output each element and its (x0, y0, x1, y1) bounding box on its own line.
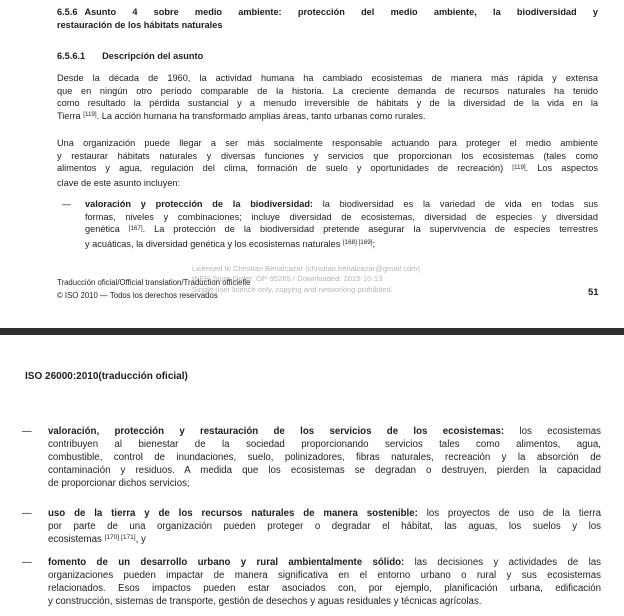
text-line: y restaurar hábitats naturales y diversas funciones y servicios que proporcionan los ecosistemas (tales como (57, 150, 598, 161)
watermark-line: Licensed to Christian Benalcazar (christian.benalcazar@gmail.com) (192, 264, 421, 273)
bullet-ecosystem-services (22, 425, 601, 490)
footnote-ref: [168] [169] (342, 239, 373, 247)
text-segment: ecosistemas (48, 534, 105, 545)
watermark-line: INEN Store Order: OP-95265 / Downloaded: 2015-10-13 (192, 274, 383, 284)
text-segment: . La protección de la biodiversidad pretende asegurar la supervivencia de especies terrestres (142, 224, 598, 235)
text-line (48, 507, 601, 520)
text-segment: ; (372, 238, 376, 249)
text-line: relacionados. Esos impactos pueden estar asociados con, por ejemplo, planificación urbana, edificación (48, 583, 601, 594)
bullet-lead-bold: fomento de un desarrollo urbano y rural ambientalmente sólido: (48, 557, 405, 568)
list-dash: — (22, 508, 32, 519)
bullet-text (48, 425, 601, 490)
text-segment: , y (135, 534, 146, 545)
text-line (48, 556, 601, 569)
footer-line: © ISO 2010 — Todos los derechos reservados (57, 291, 218, 300)
text-line: restauración de los hábitats naturales (57, 19, 223, 30)
bullet-urban-rural-development (22, 556, 601, 608)
text-line (57, 162, 598, 177)
text-line: que en ningún otro período comparable de la historia. La creciente demanda de recursos naturales ha tenido (57, 85, 598, 96)
subclause-heading (57, 50, 598, 63)
text-line (48, 425, 601, 438)
text-segment: y acuáticas, la diversidad genética y los ecosistemas naturales (85, 238, 343, 249)
text-line: organizaciones pueden impactar de manera significativa en el entorno urbano o rural y sus ecosistemas (48, 570, 601, 581)
text-segment: los ecosistemas (504, 426, 601, 437)
text-segment: los proyectos de uso de la tierra (417, 508, 601, 519)
bullet-text (48, 556, 601, 608)
text-segment: genética (85, 224, 129, 235)
text-segment: las decisiones y actividades de las (404, 557, 601, 568)
text-line: clave de este asunto incluyen: (57, 177, 181, 188)
bullet-text (85, 198, 598, 252)
text-line: Desde la década de 1960, la actividad humana ha cambiado ecosistemas de manera más rápida y extensa (57, 73, 598, 83)
footnote-ref: [167] (128, 224, 143, 232)
paragraph-1 (57, 72, 598, 124)
text-line: combustible, control de inundaciones, suelo, polinizadores, fibras naturales, recreación y la absorción de (48, 452, 601, 463)
list-dash: — (62, 199, 72, 209)
footnote-ref: [170] [171] (104, 534, 136, 542)
running-header: ISO 26000:2010(traducción oficial) (25, 371, 188, 382)
text-segment: alimentos y agua, regulación del clima, formación de suelo y oportunidades de recreación) (57, 163, 513, 174)
list-dash: — (22, 557, 32, 568)
bullet-lead-bold: valoración, protección y restauración de los servicios de los ecosistemas: (48, 426, 505, 437)
text-line: contribuyen al bienestar de la sociedad proporcionando servicios tales como alimentos, agua, (48, 439, 601, 450)
text-segment: . La acción humana ha transformado amplias áreas, tanto urbanas como rurales. (96, 110, 426, 121)
text-line: formas, niveles y combinaciones; incluye diversidad de ecosistemas, diversidad de especies y diversidad (85, 211, 598, 222)
footnote-ref: [119] (83, 111, 97, 119)
footer-line: Traducción oficial/Official translation/Traduction officielle (57, 278, 251, 287)
text-line: contaminación y residuos. A medida que los ecosistemas se degradan o destruyen, pierden la capacidad (48, 465, 601, 476)
text-segment: la biodiversidad es la variedad de vida en todas sus (312, 199, 598, 209)
clause-heading (57, 6, 598, 31)
page-separator (0, 328, 624, 335)
bullet-land-use (22, 507, 601, 547)
text-line: por parte de una organización pueden proteger o degradar el hábitat, las aguas, los suelos y los (48, 521, 601, 532)
watermark-line: Single user licence only, copying and networking prohibited. (192, 284, 393, 294)
bullet-text (48, 507, 601, 547)
footnote-ref: [119] (512, 163, 526, 171)
page-number: 51 (588, 287, 599, 298)
text-segment: . Los aspectos (525, 163, 598, 174)
text-line (57, 110, 598, 125)
text-line: de proporcionar dichos servicios; (48, 478, 190, 489)
text-line: como resultado la pérdida sustancial y a menudo irreversible de hábitats y de la diversidad de la vida en la (57, 98, 598, 109)
subclause-title: Descripción del asunto (102, 51, 204, 61)
text-line (85, 238, 598, 253)
footer-copyright (57, 276, 250, 302)
paragraph-2 (57, 137, 598, 189)
list-dash: — (22, 426, 32, 437)
subclause-number: 6.5.6.1 (57, 51, 86, 61)
text-line: Una organización puede llegar a ser más socialmente responsable actuando para proteger el medio ambiente (57, 138, 598, 148)
clause-title: Asunto 4 sobre medio ambiente: protección del medio ambiente, la biodiversidad y (84, 7, 598, 17)
text-segment: Tierra (57, 110, 84, 121)
clause-number: 6.5.6 (57, 7, 78, 17)
bullet-lead-bold: uso de la tierra y de los recursos naturales de manera sostenible: (48, 508, 418, 519)
text-line (48, 533, 601, 547)
text-line (57, 6, 598, 19)
text-line: y construcción, sistemas de transporte, gestión de desechos y aguas residuales y técnicas agrícolas. (48, 596, 482, 607)
text-line (85, 198, 598, 211)
bullet-biodiversity (62, 198, 598, 252)
bullet-lead-bold: valoración y protección de la biodiversidad: (85, 199, 313, 209)
text-line (85, 223, 598, 238)
